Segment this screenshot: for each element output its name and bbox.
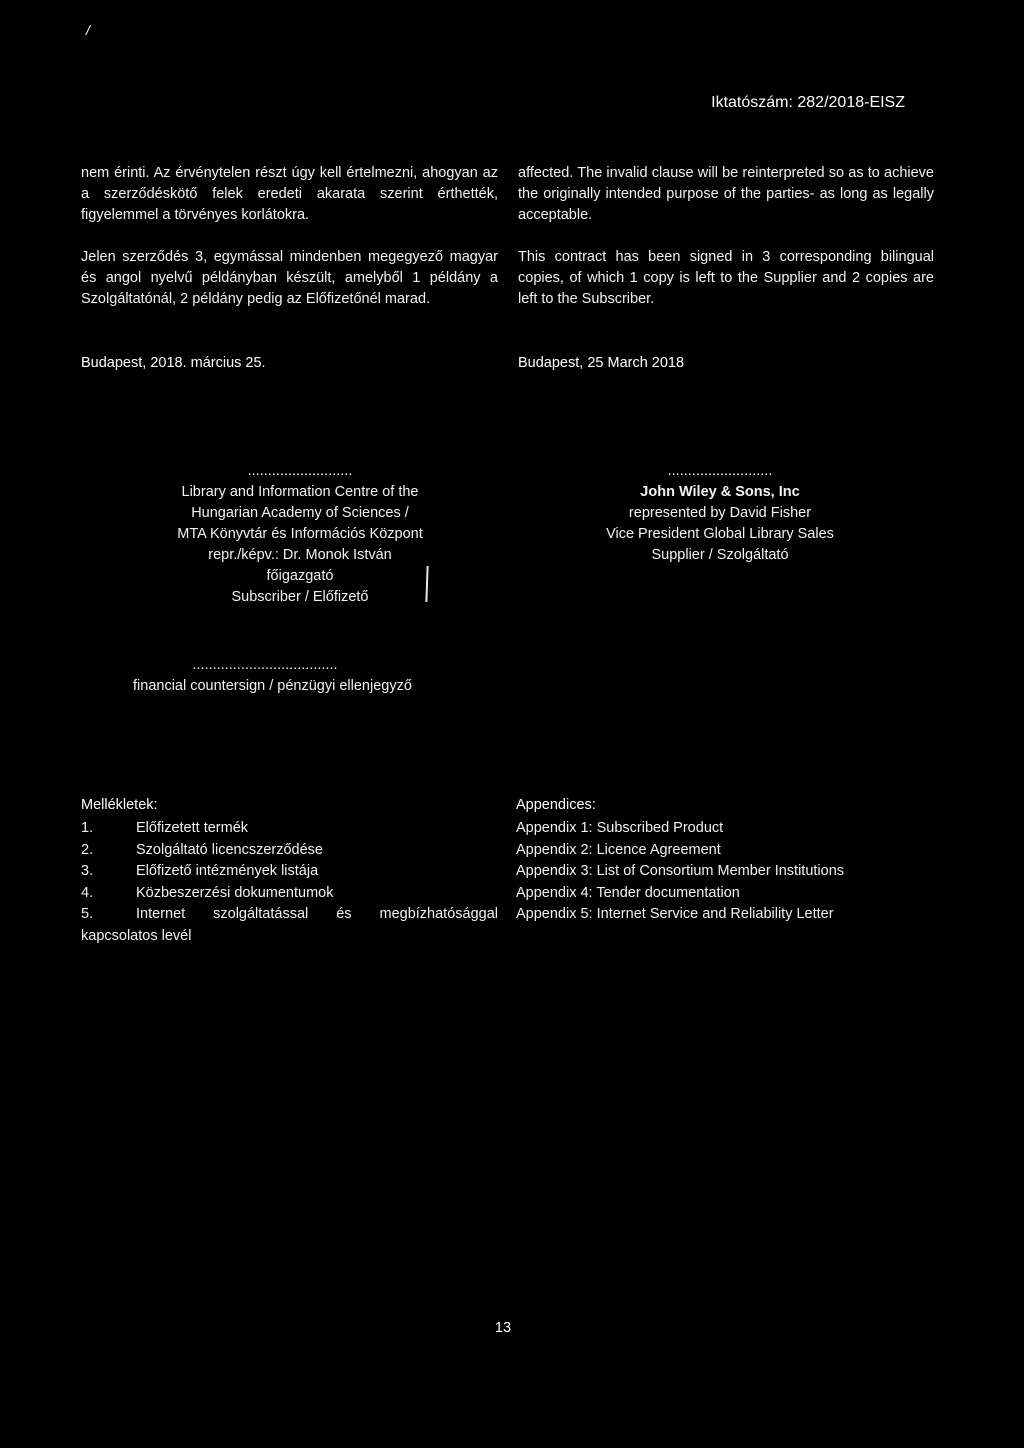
subscriber-role: Subscriber / Előfizető <box>231 589 369 605</box>
page-number: 13 <box>494 1320 512 1336</box>
supplier-role: Supplier / Szolgáltató <box>651 547 789 563</box>
list-item <box>81 883 498 905</box>
countersign-label: financial countersign / pénzügyi ellenjegyző <box>133 678 412 694</box>
list-item-text: Előfizető intézmények listája <box>136 863 319 879</box>
subscriber-representative: repr./képv.: Dr. Monok István <box>208 547 392 563</box>
document-reference-number: Iktatószám: 282/2018-EISZ <box>711 94 905 111</box>
signature-dots: .......................... <box>667 463 773 479</box>
list-item-text: Internet szolgáltatással és megbízhatósággal <box>136 906 498 922</box>
appendices-title-hungarian: Mellékletek: <box>81 797 158 813</box>
hungarian-date: Budapest, 2018. március 25. <box>81 355 266 371</box>
supplier-representative: represented by David Fisher <box>628 505 812 521</box>
list-item: Appendix 5: Internet Service and Reliability Letter <box>516 906 834 922</box>
hungarian-paragraph-1: nem érinti. Az érvénytelen részt úgy kell értelmezni, ahogyan az a szerződéskötő felek eredeti akarata szerint érthették, figyelemmel a törvényes korlátokra. <box>81 165 498 223</box>
appendices-list-english <box>516 818 936 926</box>
subscriber-representative-title: főigazgató <box>266 568 334 584</box>
list-item-number: 1. <box>81 820 94 836</box>
hungarian-paragraph-2: Jelen szerződés 3, egymással mindenben megegyező magyar és angol nyelvű példányban készült, amelyből 1 példány a Szolgáltatónál, 2 példány pedig az Előfizetőnél marad. <box>81 249 498 307</box>
list-item-continuation: kapcsolatos levél <box>81 927 192 944</box>
list-item: Appendix 2: Licence Agreement <box>516 841 721 858</box>
appendices-list-hungarian <box>81 818 498 947</box>
corner-mark: / <box>86 22 90 38</box>
list-item <box>81 818 498 840</box>
list-item <box>81 840 498 862</box>
list-item-number: 3. <box>81 863 94 879</box>
list-item-text: Szolgáltató licencszerződése <box>136 841 323 858</box>
english-paragraph-1: affected. The invalid clause will be reinterpreted so as to achieve the originally intended purpose of the parties- as long as legally acceptable. <box>518 165 934 223</box>
list-item-number: 4. <box>81 884 94 901</box>
english-paragraph-2: This contract has been signed in 3 corresponding bilingual copies, of which 1 copy is left to the Supplier and 2 copies are left to the Subscriber. <box>518 249 934 307</box>
list-item-number: 2. <box>81 841 94 858</box>
english-date: Budapest, 25 March 2018 <box>518 355 685 371</box>
list-item: Appendix 3: List of Consortium Member Institutions <box>516 863 845 879</box>
list-item <box>81 904 498 926</box>
subscriber-signature-block <box>130 461 470 608</box>
supplier-signature-block <box>565 461 875 566</box>
countersign-dots: .................................... <box>192 657 338 673</box>
signature-dots: .......................... <box>247 463 353 479</box>
subscriber-name-line-2: Hungarian Academy of Sciences / <box>191 505 409 521</box>
list-item-number: 5. <box>81 906 94 922</box>
supplier-representative-title: Vice President Global Library Sales <box>606 526 834 542</box>
subscriber-name-line-3: MTA Könyvtár és Információs Központ <box>177 526 423 542</box>
supplier-name: John Wiley & Sons, Inc <box>640 484 800 500</box>
list-item <box>81 861 498 883</box>
list-item: Appendix 1: Subscribed Product <box>516 820 724 836</box>
subscriber-name-line-1: Library and Information Centre of the <box>181 484 419 500</box>
list-item: Appendix 4: Tender documentation <box>516 884 740 901</box>
appendices-title-english: Appendices: <box>516 797 596 813</box>
list-item-text: Közbeszerzési dokumentumok <box>136 884 334 901</box>
list-item-text: Előfizetett termék <box>136 820 249 836</box>
financial-countersign-block <box>130 655 412 694</box>
